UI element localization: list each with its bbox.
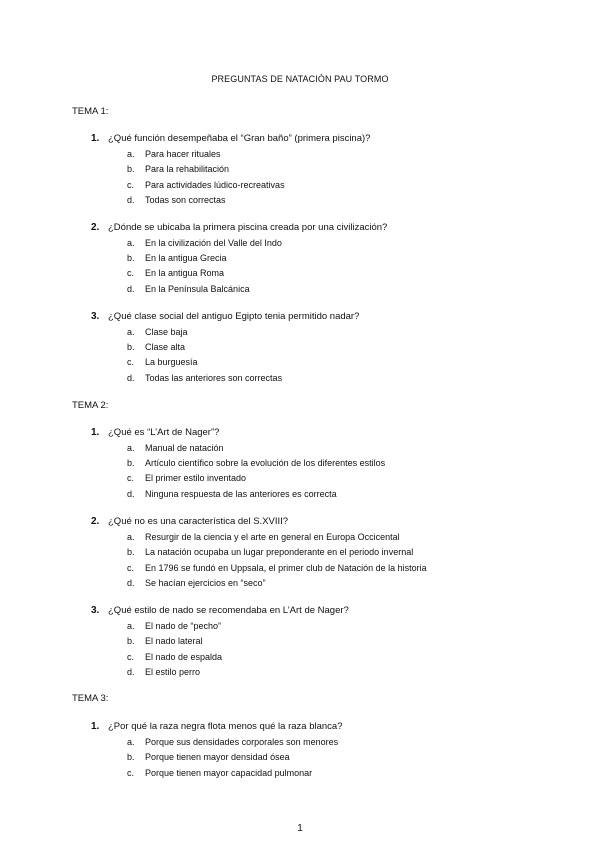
- answer-option: [127, 578, 266, 588]
- option-letter: c.: [127, 357, 135, 367]
- option-text: El nado lateral: [145, 636, 203, 646]
- option-letter: b.: [127, 253, 135, 263]
- document-title: PREGUNTAS DE NATACIÓN PAU TORMO: [211, 74, 389, 84]
- answer-option: [127, 473, 246, 483]
- option-letter: d.: [127, 284, 135, 294]
- page-number: 1: [297, 823, 303, 834]
- answer-option: [127, 547, 413, 557]
- answer-option: [127, 667, 200, 677]
- option-letter: b.: [127, 164, 135, 174]
- option-text: Manual de natación: [145, 443, 224, 453]
- answer-option: [127, 238, 282, 248]
- answer-option: [127, 737, 338, 747]
- theme-heading: TEMA 2:: [72, 400, 109, 411]
- question: [91, 427, 219, 438]
- option-text: Resurgir de la ciencia y el arte en general en Europa Occicental: [145, 532, 400, 542]
- answer-option: [127, 563, 427, 573]
- option-letter: b.: [127, 752, 135, 762]
- option-letter: b.: [127, 547, 135, 557]
- option-text: En la antigua Grecia: [145, 253, 227, 263]
- option-text: En 1796 se fundó en Uppsala, el primer club de Natación de la historia: [145, 563, 427, 573]
- answer-option: [127, 327, 188, 337]
- answer-option: [127, 443, 224, 453]
- answer-option: [127, 195, 226, 205]
- answer-option: [127, 342, 185, 352]
- option-text: Se hacían ejercicios en “seco”: [145, 578, 266, 588]
- answer-option: [127, 621, 221, 631]
- question-text: ¿Qué función desempeñaba el “Gran baño” (primera piscina)?: [108, 133, 371, 144]
- question-text: ¿Dónde se ubicaba la primera piscina creada por una civilización?: [108, 222, 388, 233]
- option-text: Ninguna respuesta de las anteriores es correcta: [145, 489, 337, 499]
- option-text: En la Península Balcánica: [145, 284, 250, 294]
- option-letter: c.: [127, 268, 135, 278]
- option-letter: a.: [127, 532, 135, 542]
- option-text: Clase alta: [145, 342, 186, 352]
- answer-option: [127, 458, 385, 468]
- question-number: 1.: [91, 133, 100, 144]
- question-text: ¿Qué no es una característica del S.XVIII?: [108, 516, 289, 527]
- answer-option: [127, 532, 400, 542]
- question: [91, 516, 288, 527]
- option-letter: d.: [127, 373, 135, 383]
- option-text: El nado de espalda: [145, 652, 223, 662]
- option-text: Porque tienen mayor capacidad pulmonar: [145, 768, 313, 778]
- option-letter: c.: [127, 652, 135, 662]
- question-text: ¿Qué clase social del antiguo Egipto tenia permitido nadar?: [108, 311, 360, 322]
- answer-option: [127, 489, 337, 499]
- option-letter: d.: [127, 667, 135, 677]
- option-text: En la civilización del Valle del Indo: [145, 238, 282, 248]
- question-number: 1.: [91, 721, 100, 732]
- answer-option: [127, 253, 227, 263]
- theme-heading: TEMA 3:: [72, 693, 109, 704]
- answer-option: [127, 180, 285, 190]
- answer-option: [127, 284, 250, 294]
- option-text: Todas las anteriores son correctas: [145, 373, 283, 383]
- option-letter: d.: [127, 489, 135, 499]
- option-text: Para actividades lúdico-recreativas: [145, 180, 285, 190]
- option-letter: d.: [127, 578, 135, 588]
- answer-option: [127, 636, 203, 646]
- question: [91, 721, 342, 732]
- option-letter: b.: [127, 458, 135, 468]
- option-letter: a.: [127, 149, 135, 159]
- question-text: ¿Qué estilo de nado se recomendaba en L’Art de Nager?: [108, 605, 349, 616]
- option-text: La burguesía: [145, 357, 198, 367]
- option-letter: c.: [127, 473, 135, 483]
- option-text: La natación ocupaba un lugar preponderante en el periodo invernal: [145, 547, 414, 557]
- question-number: 3.: [91, 311, 100, 322]
- option-letter: c.: [127, 180, 135, 190]
- answer-option: [127, 149, 221, 159]
- option-letter: c.: [127, 563, 135, 573]
- option-text: El estilo perro: [145, 667, 201, 677]
- option-text: Todas son correctas: [145, 195, 226, 205]
- question-number: 1.: [91, 427, 100, 438]
- answer-option: [127, 164, 229, 174]
- option-letter: a.: [127, 443, 135, 453]
- option-letter: b.: [127, 636, 135, 646]
- option-letter: a.: [127, 238, 135, 248]
- question-number: 2.: [91, 516, 100, 527]
- answer-option: [127, 357, 198, 367]
- answer-option: [127, 373, 282, 383]
- option-letter: c.: [127, 768, 135, 778]
- answer-option: [127, 752, 290, 762]
- option-text: En la antigua Roma: [145, 268, 225, 278]
- question-number: 2.: [91, 222, 100, 233]
- option-letter: a.: [127, 621, 135, 631]
- option-text: Artículo científico sobre la evolución de los diferentes estilos: [145, 458, 386, 468]
- option-text: Porque tienen mayor densidad ósea: [145, 752, 290, 762]
- option-text: El nado de “pecho”: [145, 621, 222, 631]
- question: [91, 605, 349, 616]
- option-letter: a.: [127, 737, 135, 747]
- option-text: El primer estilo inventado: [145, 473, 247, 483]
- theme-heading: TEMA 1:: [72, 106, 109, 117]
- answer-option: [127, 652, 222, 662]
- option-text: Porque sus densidades corporales son menores: [145, 737, 339, 747]
- question: [91, 133, 370, 144]
- answer-option: [127, 268, 224, 278]
- answer-option: [127, 768, 312, 778]
- option-letter: b.: [127, 342, 135, 352]
- option-text: Clase baja: [145, 327, 188, 337]
- option-text: Para la rehabilitación: [145, 164, 230, 174]
- option-text: Para hacer rituales: [145, 149, 221, 159]
- question-number: 3.: [91, 605, 100, 616]
- option-letter: a.: [127, 327, 135, 337]
- question: [91, 311, 359, 322]
- option-letter: d.: [127, 195, 135, 205]
- question-text: ¿Qué es “L’Art de Nager”?: [108, 427, 220, 438]
- question-text: ¿Por qué la raza negra flota menos qué la raza blanca?: [108, 721, 343, 732]
- question: [91, 222, 387, 233]
